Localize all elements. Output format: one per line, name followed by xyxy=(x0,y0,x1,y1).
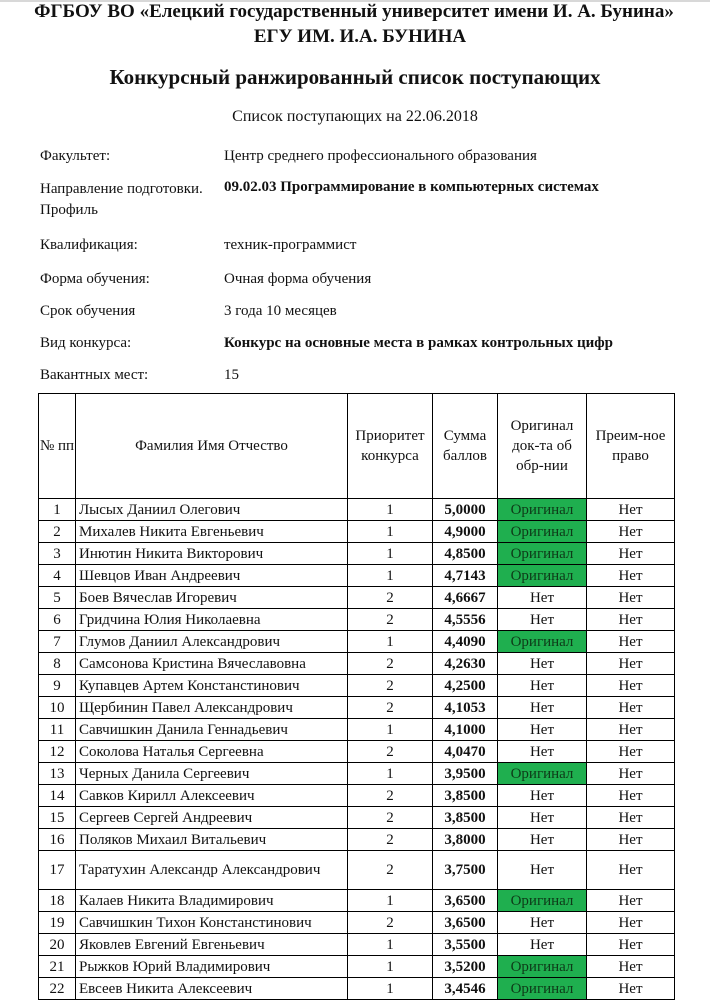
cell-preference: Нет xyxy=(587,719,675,741)
cell-num: 22 xyxy=(39,978,76,1000)
cell-name: Евсеев Никита Алексеевич xyxy=(76,978,348,1000)
cell-priority: 2 xyxy=(348,587,433,609)
table-row xyxy=(39,829,675,851)
cell-name: Боев Вячеслав Игоревич xyxy=(76,587,348,609)
cell-original: Оригинал xyxy=(498,565,587,587)
col-header-num: № пп xyxy=(39,394,76,499)
cell-priority: 1 xyxy=(348,956,433,978)
cell-score: 3,8000 xyxy=(433,829,498,851)
cell-score: 4,2630 xyxy=(433,653,498,675)
term-value: 3 года 10 месяцев xyxy=(224,303,337,319)
cell-priority: 2 xyxy=(348,829,433,851)
cell-score: 4,4090 xyxy=(433,631,498,653)
form-value: Очная форма обучения xyxy=(224,271,372,287)
cell-preference: Нет xyxy=(587,912,675,934)
cell-original: Оригинал xyxy=(498,631,587,653)
cell-num: 13 xyxy=(39,763,76,785)
cell-num: 18 xyxy=(39,890,76,912)
cell-score: 3,5500 xyxy=(433,934,498,956)
cell-priority: 1 xyxy=(348,565,433,587)
table-row xyxy=(39,890,675,912)
cell-preference: Нет xyxy=(587,565,675,587)
cell-priority: 2 xyxy=(348,675,433,697)
cell-score: 4,5556 xyxy=(433,609,498,631)
cell-score: 4,6667 xyxy=(433,587,498,609)
cell-preference: Нет xyxy=(587,499,675,521)
applicants-table xyxy=(38,393,675,1000)
cell-preference: Нет xyxy=(587,631,675,653)
cell-name: Рыжков Юрий Владимирович xyxy=(76,956,348,978)
cell-original: Оригинал xyxy=(498,543,587,565)
cell-original: Нет xyxy=(498,912,587,934)
table-row xyxy=(39,521,675,543)
cell-num: 10 xyxy=(39,697,76,719)
cell-num: 20 xyxy=(39,934,76,956)
contest-label: Вид конкурса: xyxy=(40,335,132,351)
cell-priority: 1 xyxy=(348,934,433,956)
cell-original: Нет xyxy=(498,851,587,890)
cell-original: Оригинал xyxy=(498,763,587,785)
direction-value: 09.02.03 Программирование в компьютерных системах xyxy=(224,179,599,195)
cell-name: Гридчина Юлия Николаевна xyxy=(76,609,348,631)
table-header-row xyxy=(39,394,675,499)
cell-num: 11 xyxy=(39,719,76,741)
cell-num: 19 xyxy=(39,912,76,934)
direction-label: Направление подготовки. xyxy=(40,181,203,197)
cell-preference: Нет xyxy=(587,851,675,890)
cell-num: 9 xyxy=(39,675,76,697)
cell-preference: Нет xyxy=(587,543,675,565)
org-name: ФГБОУ ВО «Елецкий государственный университет имени И. А. Бунина» xyxy=(34,1,674,22)
form-label: Форма обучения: xyxy=(40,271,150,287)
cell-num: 6 xyxy=(39,609,76,631)
table-row xyxy=(39,631,675,653)
cell-score: 3,8500 xyxy=(433,807,498,829)
cell-score: 3,7500 xyxy=(433,851,498,890)
cell-score: 3,5200 xyxy=(433,956,498,978)
cell-score: 4,2500 xyxy=(433,675,498,697)
cell-original: Нет xyxy=(498,609,587,631)
cell-preference: Нет xyxy=(587,785,675,807)
table-row xyxy=(39,587,675,609)
cell-priority: 2 xyxy=(348,697,433,719)
cell-priority: 2 xyxy=(348,851,433,890)
cell-num: 2 xyxy=(39,521,76,543)
vacant-label: Вакантных мест: xyxy=(40,367,149,383)
cell-name: Поляков Михаил Витальевич xyxy=(76,829,348,851)
cell-name: Лысых Даниил Олегович xyxy=(76,499,348,521)
cell-name: Сергеев Сергей Андреевич xyxy=(76,807,348,829)
table-row xyxy=(39,956,675,978)
cell-preference: Нет xyxy=(587,609,675,631)
cell-name: Савчишкин Тихон Констанстинович xyxy=(76,912,348,934)
table-row xyxy=(39,934,675,956)
cell-name: Щербинин Павел Александрович xyxy=(76,697,348,719)
cell-preference: Нет xyxy=(587,653,675,675)
table-row xyxy=(39,565,675,587)
cell-name: Самсонова Кристина Вячеславовна xyxy=(76,653,348,675)
table-row xyxy=(39,763,675,785)
qualification-value: техник-программист xyxy=(224,237,357,253)
cell-name: Савчишкин Данила Геннадьевич xyxy=(76,719,348,741)
cell-score: 3,9500 xyxy=(433,763,498,785)
table-row xyxy=(39,741,675,763)
cell-priority: 1 xyxy=(348,978,433,1000)
cell-num: 1 xyxy=(39,499,76,521)
table-row xyxy=(39,653,675,675)
cell-name: Яковлев Евгений Евгеньевич xyxy=(76,934,348,956)
table-row xyxy=(39,719,675,741)
cell-priority: 1 xyxy=(348,719,433,741)
cell-original: Нет xyxy=(498,934,587,956)
col-header-name: Фамилия Имя Отчество xyxy=(76,394,348,499)
cell-priority: 2 xyxy=(348,609,433,631)
cell-priority: 1 xyxy=(348,763,433,785)
cell-priority: 2 xyxy=(348,653,433,675)
cell-original: Нет xyxy=(498,587,587,609)
cell-name: Калаев Никита Владимирович xyxy=(76,890,348,912)
profile-label: Профиль xyxy=(40,202,98,218)
cell-priority: 1 xyxy=(348,543,433,565)
cell-original: Оригинал xyxy=(498,956,587,978)
vacant-value: 15 xyxy=(224,367,239,383)
cell-priority: 1 xyxy=(348,890,433,912)
cell-score: 4,1053 xyxy=(433,697,498,719)
cell-original: Оригинал xyxy=(498,499,587,521)
cell-score: 4,9000 xyxy=(433,521,498,543)
cell-num: 7 xyxy=(39,631,76,653)
cell-name: Купавцев Артем Констанстинович xyxy=(76,675,348,697)
cell-priority: 2 xyxy=(348,912,433,934)
cell-preference: Нет xyxy=(587,956,675,978)
term-label: Срок обучения xyxy=(40,303,136,319)
qualification-label: Квалификация: xyxy=(40,237,138,253)
cell-name: Савков Кирилл Алексеевич xyxy=(76,785,348,807)
page-title: Конкурсный ранжированный список поступающих xyxy=(109,65,601,89)
table-row xyxy=(39,785,675,807)
contest-value: Конкурс на основные места в рамках контрольных цифр xyxy=(224,335,613,351)
cell-num: 5 xyxy=(39,587,76,609)
cell-num: 15 xyxy=(39,807,76,829)
cell-num: 12 xyxy=(39,741,76,763)
cell-name: Инютин Никита Викторович xyxy=(76,543,348,565)
cell-score: 4,8500 xyxy=(433,543,498,565)
faculty-value: Центр среднего профессионального образования xyxy=(224,148,537,164)
cell-priority: 1 xyxy=(348,499,433,521)
cell-preference: Нет xyxy=(587,829,675,851)
cell-original: Оригинал xyxy=(498,978,587,1000)
cell-priority: 2 xyxy=(348,807,433,829)
cell-num: 3 xyxy=(39,543,76,565)
table-row xyxy=(39,807,675,829)
cell-name: Соколова Наталья Сергеевна xyxy=(76,741,348,763)
table-row xyxy=(39,543,675,565)
cell-num: 17 xyxy=(39,851,76,890)
cell-original: Нет xyxy=(498,807,587,829)
table-row xyxy=(39,609,675,631)
col-header-score: Сумма баллов xyxy=(433,394,498,499)
cell-preference: Нет xyxy=(587,697,675,719)
cell-preference: Нет xyxy=(587,763,675,785)
cell-score: 4,1000 xyxy=(433,719,498,741)
cell-num: 8 xyxy=(39,653,76,675)
cell-preference: Нет xyxy=(587,521,675,543)
cell-original: Нет xyxy=(498,741,587,763)
cell-preference: Нет xyxy=(587,934,675,956)
col-header-preference: Преим-ное право xyxy=(587,394,675,499)
cell-preference: Нет xyxy=(587,587,675,609)
cell-preference: Нет xyxy=(587,675,675,697)
faculty-label: Факультет: xyxy=(40,148,111,164)
cell-original: Оригинал xyxy=(498,890,587,912)
cell-name: Михалев Никита Евгеньевич xyxy=(76,521,348,543)
col-header-original: Оригинал док-та об обр-нии xyxy=(498,394,587,499)
cell-original: Нет xyxy=(498,675,587,697)
cell-preference: Нет xyxy=(587,978,675,1000)
cell-score: 3,6500 xyxy=(433,912,498,934)
cell-num: 4 xyxy=(39,565,76,587)
cell-score: 3,8500 xyxy=(433,785,498,807)
cell-score: 3,4546 xyxy=(433,978,498,1000)
cell-preference: Нет xyxy=(587,890,675,912)
cell-num: 14 xyxy=(39,785,76,807)
table-row xyxy=(39,912,675,934)
cell-name: Глумов Даниил Александрович xyxy=(76,631,348,653)
cell-score: 4,7143 xyxy=(433,565,498,587)
cell-name: Шевцов Иван Андреевич xyxy=(76,565,348,587)
cell-num: 16 xyxy=(39,829,76,851)
cell-priority: 1 xyxy=(348,521,433,543)
table-row xyxy=(39,499,675,521)
cell-num: 21 xyxy=(39,956,76,978)
list-date: Список поступающих на 22.06.2018 xyxy=(232,108,478,125)
cell-score: 3,6500 xyxy=(433,890,498,912)
cell-original: Оригинал xyxy=(498,521,587,543)
cell-priority: 2 xyxy=(348,785,433,807)
cell-original: Нет xyxy=(498,829,587,851)
cell-priority: 2 xyxy=(348,741,433,763)
col-header-priority: Приоритет конкурса xyxy=(348,394,433,499)
cell-score: 5,0000 xyxy=(433,499,498,521)
cell-priority: 1 xyxy=(348,631,433,653)
cell-original: Нет xyxy=(498,719,587,741)
cell-score: 4,0470 xyxy=(433,741,498,763)
cell-original: Нет xyxy=(498,785,587,807)
table-row xyxy=(39,697,675,719)
org-short-name: ЕГУ ИМ. И.А. БУНИНА xyxy=(253,26,467,47)
table-row xyxy=(39,675,675,697)
cell-preference: Нет xyxy=(587,807,675,829)
table-row xyxy=(39,978,675,1000)
table-row xyxy=(39,851,675,890)
cell-original: Нет xyxy=(498,697,587,719)
cell-original: Нет xyxy=(498,653,587,675)
cell-name: Черных Данила Сергеевич xyxy=(76,763,348,785)
cell-preference: Нет xyxy=(587,741,675,763)
cell-name: Таратухин Александр Александрович xyxy=(76,851,348,890)
